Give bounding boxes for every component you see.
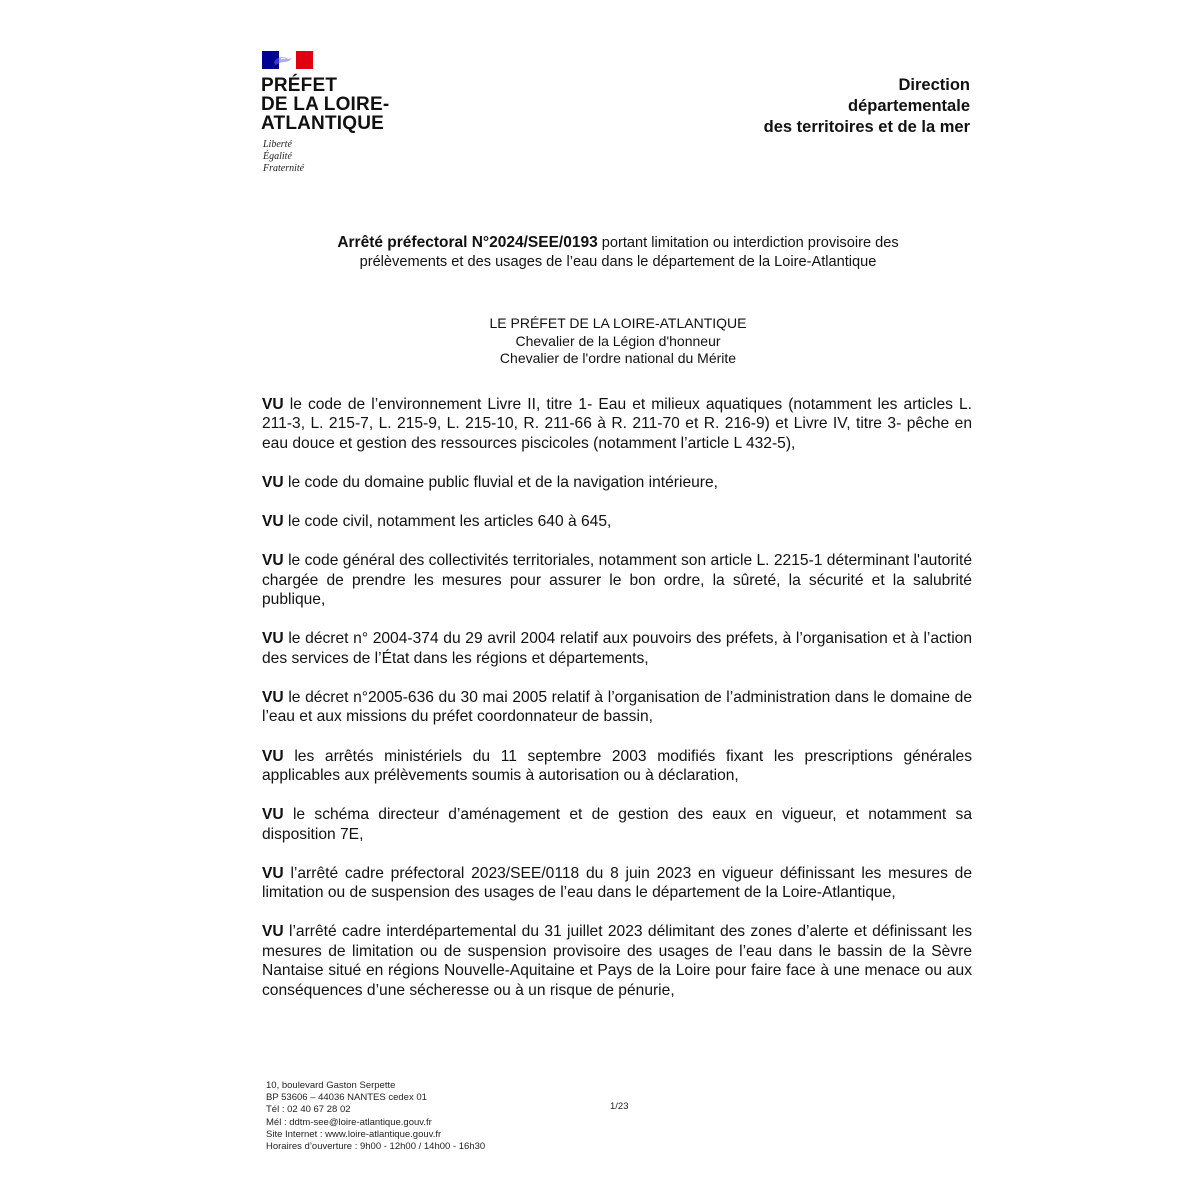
decree-subject-start: portant limitation ou interdiction provisoire des (597, 235, 899, 251)
vu-keyword: VU (262, 396, 284, 413)
motto-line: Liberté (263, 139, 292, 150)
page-number: 1/23 (610, 1101, 629, 1112)
vu-paragraph: VU le code de l’environnement Livre II, titre 1- Eau et milieux aquatiques (notamment les articles L. 211-3, L. 215-7, L. 215-9, L. 215-10, R. 211-66 à R. 211-70 et R. 216-9) et Livre IV, titre 3- pêche en eau douce et gestion des ressources piscicoles (notamment l’article L 432-5), (262, 396, 972, 452)
marianne-profile-icon (272, 53, 294, 67)
vu-keyword: VU (262, 513, 284, 531)
vu-keyword: VU (262, 689, 284, 707)
legal-basis-list (262, 395, 972, 1020)
motto-line: Égalité (263, 151, 292, 162)
vu-keyword: VU (262, 864, 284, 882)
prefet-line: Chevalier de la Légion d'honneur (515, 332, 721, 349)
vu-paragraph: VU le code du domaine public fluvial et de la navigation intérieure, (262, 474, 718, 492)
vu-paragraph: VU le code civil, notamment les articles 640 à 645, (262, 513, 612, 531)
marianne-logo (262, 51, 313, 69)
vu-keyword: VU (262, 630, 284, 648)
issuing-direction (764, 75, 970, 138)
vu-paragraph: VU le code général des collectivités territoriales, notamment son article L. 2215-1 déterminant l'autorité chargée de prendre les mesures pour assurer le bon ordre, la sûreté, la sécurité et la salubrité publique, (262, 552, 972, 609)
vu-keyword: VU (262, 474, 284, 492)
vu-keyword: VU (262, 806, 284, 824)
decree-number: Arrêté préfectoral N°2024/SEE/0193 (337, 234, 598, 251)
direction-line: départementale (848, 97, 970, 115)
footer-website: Site Internet : www.loire-atlantique.gouv.fr (266, 1128, 442, 1140)
vu-paragraph: VU le décret n°2005-636 du 30 mai 2005 relatif à l’organisation de l’administration dans le domaine de l’eau et aux missions du préfet coordonnateur de bassin, (262, 689, 972, 726)
prefecture-wordmark (261, 76, 389, 133)
footer-postal: BP 53606 – 44036 NANTES cedex 01 (266, 1092, 427, 1104)
vu-paragraph: VU l’arrêté cadre préfectoral 2023/SEE/0118 du 8 juin 2023 en vigueur définissant les mesures de limitation ou de suspension des usages de l’eau dans le département de la Loire-Atlantique, (262, 864, 972, 902)
prefet-identity (230, 315, 1006, 368)
vu-paragraph: VU l’arrêté cadre interdépartemental du 31 juillet 2023 délimitant des zones d’alerte et définissant les mesures de limitation ou de suspension provisoire des usages de l’eau dans le bassin de la Sèvre Nantaise situé en régions Nouvelle-Aquitaine et Pays de la Loire pour faire face à une menace ou aux conséquences d’une sécheresse ou à un risque de pénurie, (262, 923, 972, 999)
footer-phone: Tél : 02 40 67 28 02 (266, 1104, 351, 1116)
prefet-line: Chevalier de l'ordre national du Mérite (499, 350, 737, 366)
footer-address: 10, boulevard Gaston Serpette (266, 1080, 396, 1091)
wordmark-line: ATLANTIQUE (261, 113, 385, 134)
wordmark-line: PRÉFET (261, 75, 338, 96)
vu-keyword: VU (262, 747, 284, 765)
motto-line: Fraternité (263, 163, 305, 174)
contact-footer (266, 1080, 485, 1153)
vu-keyword: VU (262, 923, 284, 941)
direction-line: des territoires et de la mer (763, 118, 970, 136)
vu-paragraph: VU le décret n° 2004-374 du 29 avril 2004 relatif aux pouvoirs des préfets, à l’organisation et à l’action des services de l’État dans les régions et départements, (262, 630, 972, 667)
footer-hours: Horaires d’ouverture : 9h00 - 12h00 / 14h00 - 16h30 (266, 1141, 486, 1153)
decree-title (230, 233, 1006, 272)
wordmark-line: DE LA LOIRE- (261, 94, 390, 115)
decree-subject-end: prélèvements et des usages de l’eau dans le département de la Loire-Atlantique (359, 254, 877, 270)
vu-paragraph: VU les arrêtés ministériels du 11 septembre 2003 modifiés fixant les prescriptions générales applicables aux prélèvements soumis à autorisation ou à déclaration, (262, 747, 972, 785)
republic-motto (263, 139, 304, 175)
vu-keyword: VU (262, 552, 284, 570)
direction-line: Direction (898, 76, 970, 94)
vu-paragraph: VU le schéma directeur d’aménagement et de gestion des eaux en vigueur, et notamment sa disposition 7E, (262, 806, 972, 843)
prefet-line: LE PRÉFET DE LA LOIRE-ATLANTIQUE (489, 315, 747, 331)
footer-email: Mél : ddtm-see@loire-atlantique.gouv.fr (266, 1116, 432, 1128)
